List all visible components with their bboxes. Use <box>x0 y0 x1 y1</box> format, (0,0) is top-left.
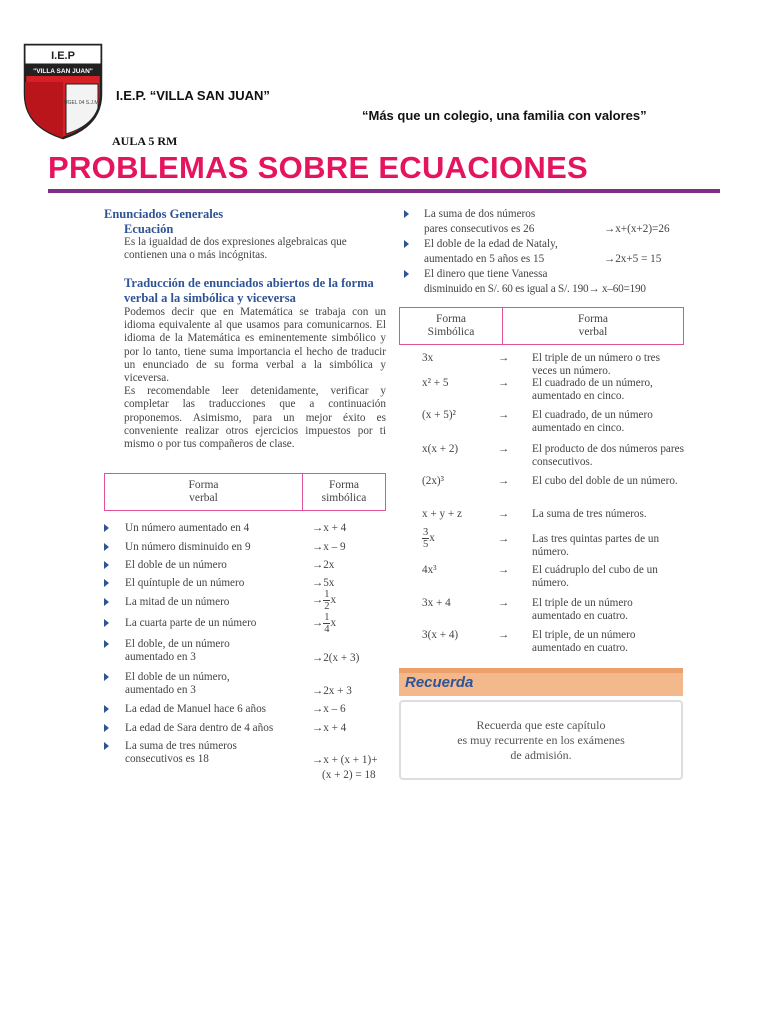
verbal-text: El doble de un número, aumentado en 3 <box>125 671 230 697</box>
symbolic-text: →x + 4 <box>312 522 347 534</box>
symbolic-text: →2x+5 = 15 <box>604 253 662 265</box>
bullet-icon <box>104 705 109 713</box>
symbolic-cell <box>422 527 497 550</box>
symbolic-text: →2(x + 3) <box>312 652 360 664</box>
verbal-cell: El producto de dos números pares consecutivos. <box>532 443 684 469</box>
verbal-cell: El cubo del doble de un número. <box>532 475 678 487</box>
symbolic-text: →x + 4 <box>312 722 347 734</box>
arrow-text: → <box>312 617 324 630</box>
verbal-text: El doble, de un número aumentado en 3 <box>125 638 230 664</box>
symbolic-text: →x – 6 <box>312 703 346 715</box>
bullet-icon <box>104 640 109 648</box>
symbolic-text: →2x + 3 <box>312 685 352 697</box>
symbolic-text <box>312 612 392 635</box>
verbal-cell: El cuadrado de un número, aumentado en cinco. <box>532 377 653 403</box>
symbolic-cell: x² + 5 <box>422 377 449 389</box>
bullet-icon <box>404 270 409 278</box>
fraction-numerator: 1 <box>324 589 330 600</box>
recuerda-box <box>399 700 683 780</box>
recommendation-text: Es recomendable leer detenidamente, verificar y completar las traducciones que a continuación proponemos. Asimismo, para un mejor éxito es conveniente realizar otros ejercicios impuestos por ti mismo o por tus compañeros de clase. <box>124 385 386 451</box>
symbolic-text: →x+(x+2)=26 <box>604 223 670 235</box>
symbolic-cell: 3x <box>422 352 434 364</box>
verbal-cell: Las tres quintas partes de un número. <box>532 533 660 559</box>
statement-line-2: pares consecutivos es 26 <box>424 223 535 235</box>
symbolic-cell: (2x)³ <box>422 475 444 487</box>
bullet-icon <box>104 524 109 532</box>
verbal-cell: El cuádruplo del cubo de un número. <box>532 564 658 590</box>
statement-line-2: aumentado en 5 años es 15 <box>424 253 545 265</box>
verbal-cell: La suma de tres números. <box>532 508 647 520</box>
verbal-cell: El triple, de un número aumentado en cuatro. <box>532 629 636 655</box>
column-header-verbal: Forma verbal <box>502 308 683 344</box>
statement-line-1: El doble de la edad de Nataly, <box>424 238 558 250</box>
symbolic-text: →5x <box>312 577 335 589</box>
symbolic-cell: x + y + z <box>422 508 462 520</box>
translation-heading: Traducción de enunciados abiertos de la forma verbal a la simbólica y viceversa <box>124 276 374 305</box>
title-divider <box>48 189 720 193</box>
statement-line-1: El dinero que tiene Vanessa <box>424 268 548 280</box>
verbal-text: La suma de tres números consecutivos es 18 <box>125 740 237 766</box>
verbal-symbolic-table-header <box>104 473 386 511</box>
section-heading: Enunciados Generales <box>104 207 224 221</box>
symbolic-verbal-table-header <box>399 307 684 345</box>
verbal-text: La cuarta parte de un número <box>125 617 257 629</box>
recuerda-label: Recuerda <box>405 674 474 691</box>
fraction-denominator: 5 <box>423 539 429 550</box>
verbal-cell: El triple de un número aumentado en cuatro. <box>532 597 633 623</box>
ecuacion-definition: Es la igualdad de dos expresiones algebraicas que contienen una o más incógnitas. <box>124 236 347 262</box>
arrow-icon: → <box>498 597 510 609</box>
symbolic-cell: x(x + 2) <box>422 443 459 455</box>
symbolic-text: →x – 9 <box>312 541 346 553</box>
fraction-numerator: 3 <box>423 527 429 538</box>
symbolic-cell: 3x + 4 <box>422 597 451 609</box>
symbolic-cell: 3(x + 4) <box>422 629 459 641</box>
bullet-icon <box>104 724 109 732</box>
arrow-icon: → <box>498 564 510 576</box>
recuerda-text: Recuerda que este capítulo es muy recurrente en los exámenes de admisión. <box>457 718 625 762</box>
arrow-icon: → <box>498 409 510 421</box>
arrow-icon: → <box>498 443 510 455</box>
arrow-text: → <box>312 594 324 607</box>
arrow-icon: → <box>498 475 510 487</box>
arrow-icon: → <box>498 533 510 545</box>
page-title: PROBLEMAS SOBRE ECUACIONES <box>48 150 589 185</box>
verbal-text: Un número aumentado en 4 <box>125 522 250 534</box>
statement-line-1: La suma de dos números <box>424 208 536 220</box>
verbal-text: La mitad de un número <box>125 596 230 608</box>
fraction-variable: x <box>330 617 337 630</box>
verbal-text: La edad de Manuel hace 6 años <box>125 703 267 715</box>
bullet-icon <box>104 619 109 627</box>
intro-text: Podemos decir que en Matemática se trabaja con un idioma equivalente al que usamos para comunicarnos. El idioma de la Matemática es eminentemente simbólico y por lo tanto, tiene suma importancia el hecho de traducir un enunciado de su forma verbal a la simbólica y viceversa. <box>124 306 386 385</box>
symbolic-text-continued: (x + 2) = 18 <box>322 769 376 781</box>
bullet-icon <box>104 543 109 551</box>
verbal-cell: El triple de un número o tres veces un número. <box>532 352 661 378</box>
verbal-text: La edad de Sara dentro de 4 años <box>125 722 274 734</box>
logo-top-text: I.E.P <box>51 50 75 62</box>
arrow-icon: → <box>498 508 510 520</box>
intro-paragraph <box>124 306 386 451</box>
column-header-symbolic: Forma Simbólica <box>427 313 475 338</box>
column-header-symbolic: Forma simbólica <box>302 474 385 510</box>
symbolic-text <box>312 589 392 612</box>
fraction-denominator: 2 <box>324 601 330 612</box>
symbolic-text: →2x <box>312 559 335 571</box>
school-motto: “Más que un colegio, una familia con valores” <box>362 108 647 123</box>
verbal-text: Un número disminuido en 9 <box>125 541 251 553</box>
bullet-icon <box>404 210 409 218</box>
symbolic-cell: (x + 5)² <box>422 409 456 421</box>
class-label: AULA 5 RM <box>112 134 178 148</box>
bullet-icon <box>104 598 109 606</box>
verbal-text: El quíntuple de un número <box>125 577 245 589</box>
bullet-icon <box>104 742 109 750</box>
symbolic-cell: 4x³ <box>422 564 437 576</box>
bullet-icon <box>104 561 109 569</box>
column-header-verbal: Forma verbal <box>188 479 219 504</box>
recuerda-banner <box>399 668 683 696</box>
verbal-cell: El cuadrado, de un número aumentado en cinco. <box>532 409 653 435</box>
arrow-icon: → <box>498 377 510 389</box>
symbolic-text: →x + (x + 1)+ <box>312 754 378 766</box>
bullet-icon <box>104 579 109 587</box>
statement-line-2: disminuido en S/. 60 es igual a S/. 190→ x–60=190 <box>424 283 646 295</box>
ecuacion-heading: Ecuación <box>124 222 174 236</box>
fraction-numerator: 1 <box>324 612 330 623</box>
logo-seal-text: UGEL 04 S.J.M. <box>64 100 100 106</box>
fraction-denominator: 4 <box>324 624 330 635</box>
verbal-text: El doble de un número <box>125 559 227 571</box>
arrow-icon: → <box>498 629 510 641</box>
logo-banner-text: "VILLA SAN JUAN" <box>33 68 93 75</box>
school-name: I.E.P. “VILLA SAN JUAN” <box>116 88 270 103</box>
school-logo <box>22 42 104 140</box>
fraction-variable: x <box>330 594 337 607</box>
banner-top-bar <box>399 668 683 673</box>
fraction-variable: x <box>429 532 435 545</box>
bullet-icon <box>404 240 409 248</box>
bullet-icon <box>104 673 109 681</box>
arrow-icon: → <box>498 352 510 364</box>
